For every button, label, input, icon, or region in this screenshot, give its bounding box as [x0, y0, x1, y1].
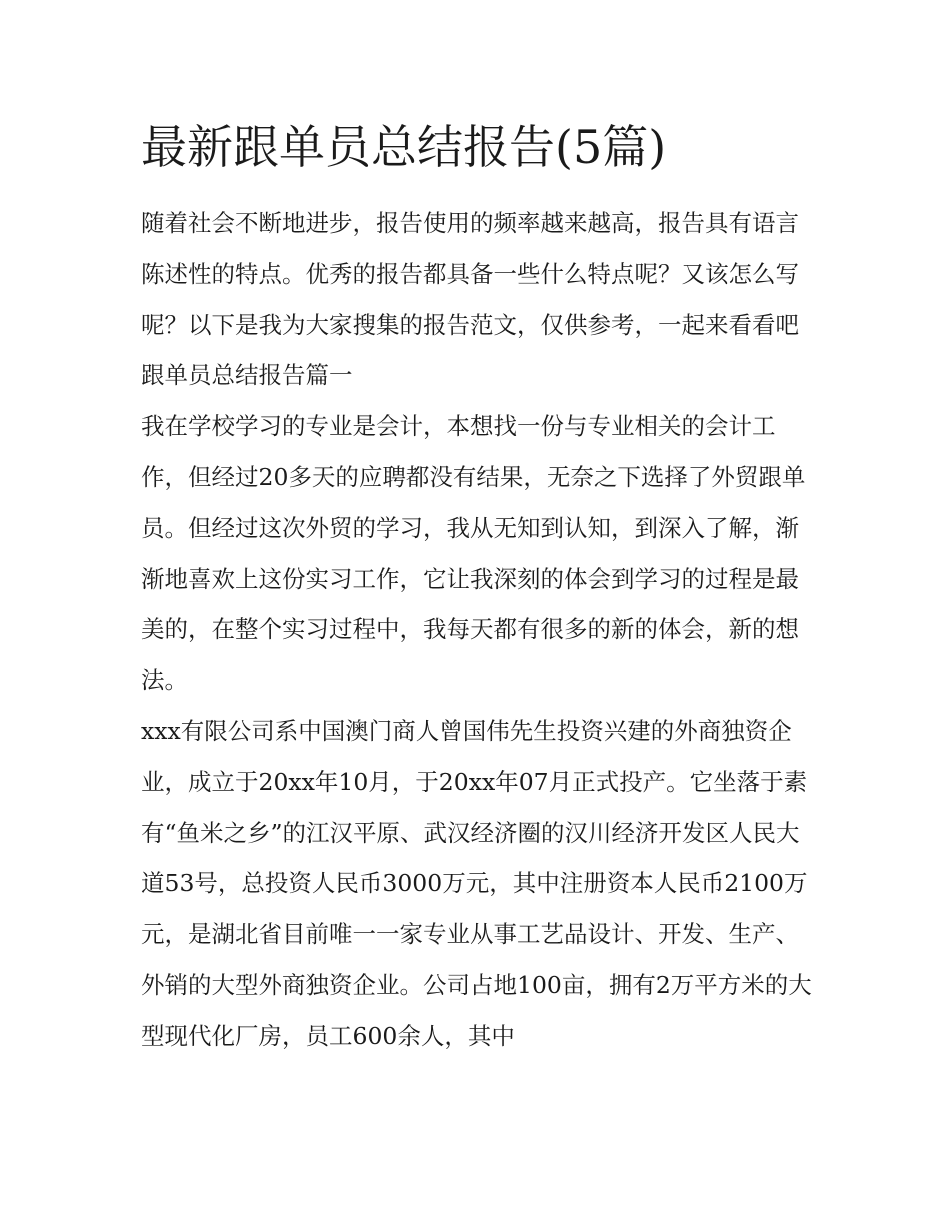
body-paragraph-2: xxx有限公司系中国澳门商人曾国伟先生投资兴建的外商独资企业，成立于20xx年10月，于20xx年07月正式投产。它坐落于素有“鱼米之乡”的江汉平原、武汉经济圈的汉川经济开发区人民大道53号，总投资人民币3000万元，其中注册资本人民币2100万元，是湖北省目前唯一一家专业从事工艺品设计、开发、生产、外销的大型外商独资企业。公司占地100亩，拥有2万平方米的大型现代化厂房，员工600余人，其中: [141, 716, 812, 1050]
document-body: [141, 198, 813, 1062]
body-paragraph-1: 我在学校学习的专业是会计，本想找一份与专业相关的会计工作，但经过20多天的应聘都没有结果，无奈之下选择了外贸跟单员。但经过这次外贸的学习，我从无知到认知，到深入了解，渐渐地喜欢上这份实习工作，它让我深刻的体会到学习的过程是最美的，在整个实习过程中，我每天都有很多的新的体会，新的想法。: [141, 412, 806, 695]
document-title: 最新跟单员总结报告(5篇): [141, 120, 667, 174]
intro-paragraph: 随着社会不断地进步，报告使用的频率越来越高，报告具有语言陈述性的特点。优秀的报告都具备一些什么特点呢？又该怎么写呢？以下是我为大家搜集的报告范文，仅供参考，一起来看看吧: [141, 209, 799, 339]
section-heading: 跟单员总结报告篇一: [141, 361, 353, 390]
